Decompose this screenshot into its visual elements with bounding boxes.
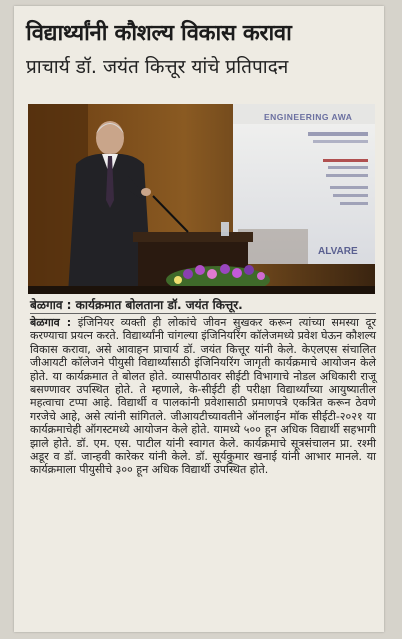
headline: विद्यार्थ्यांनी कौशल्य विकास करावा (26, 21, 292, 46)
article-body (30, 316, 376, 477)
event-photo (28, 104, 375, 294)
subheadline: प्राचार्य डॉ. जयंत कित्तूर यांचे प्रतिपादन (26, 56, 289, 78)
dateline: बेळगाव : (30, 316, 72, 329)
newspaper-clipping (14, 6, 384, 632)
banner-title: ENGINEERING AWA (264, 112, 353, 122)
projection-screen (233, 104, 375, 264)
banner-right: ALVARE (318, 246, 358, 257)
article-paragraph: इंजिनियर व्यक्ती ही लोकांचे जीवन सुखकर करून त्यांच्या समस्या दूर करण्याचा प्रयत्न करते. विद्यार्थ्यांनी चांगल्या इंजिनियरिंग कॉलेजमध्ये प्रवेश घेऊन कौशल्य विकास करावा, असे आवाहन प्राचार्य डॉ. जयंत कित्तूर यांनी केले. केएलएस संचालित जीआयटी कॉलेजने पीयुसी विद्यार्थ्यांसाठी इंजिनियरिंग जागृती कार्यक्रमाचे आयोजन केले होते. या कार्यक्रमात ते बोलत होते. व्यासपीठावर सीईटी विभागाचे नोडल अधिकारी राजू बसण्णावर उपस्थित होते. ते म्हणाले, के-सीईटी ही परीक्षा विद्यार्थ्यांच्या आयुष्यातील महत्वाचा टप्पा आहे. विद्यार्थी व पालकांनी प्रवेशासाठी प्रमाणपत्रे एकत्रित करून ठेवणे गरजेचे आहे, असे त्यांनी सांगितले. जीआयटीच्यावतीने ऑनलाईन मॉक सीईटी-२०२१ या कार्यक्रमाचेही ऑगस्टमध्ये आयोजन केले होते. यामध्ये ५०० हून अधिक विद्यार्थी सहभागी झाले होते. डॉ. एम. एस. पाटील यांनी स्वागत केले. कार्यक्रमाचे सूत्रसंचालन प्रा. रश्मी अडूर व डॉ. जान्हवी कारेकर यांनी केले. डॉ. सूर्यकुमार खनाई यांनी आभार मानले. या कार्यक्रमाला पीयुसीचे ३०० हून अधिक विद्यार्थी उपस्थित होते. (30, 316, 376, 477)
photo-caption: बेळगाव : कार्यक्रमात बोलताना डॉ. जयंत कित्तूर. (30, 297, 376, 314)
